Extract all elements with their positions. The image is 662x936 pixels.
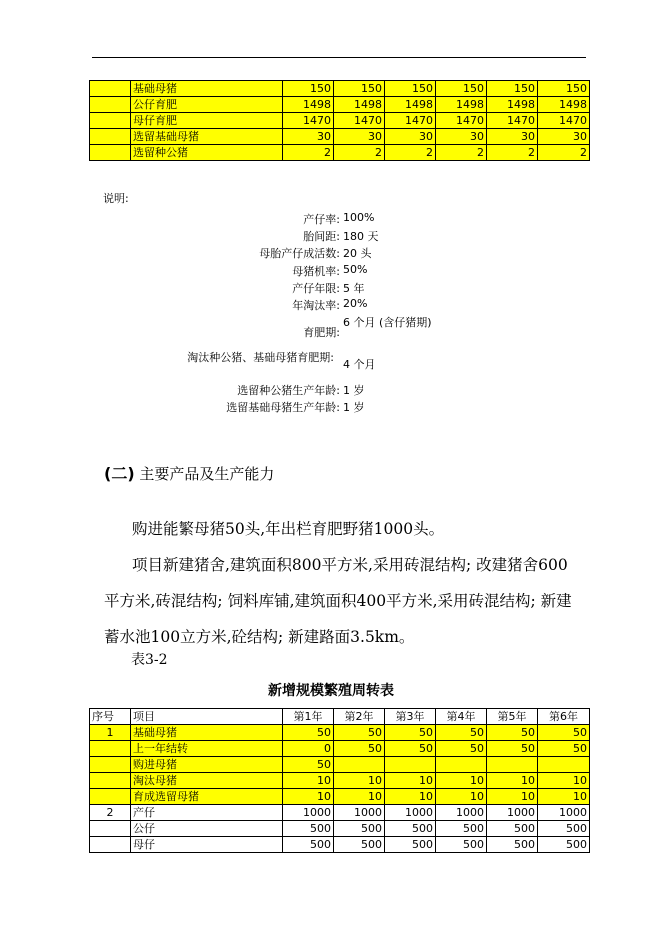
value-cell: 1000 [538,805,590,821]
value-cell: 1000 [334,805,385,821]
value-cell: 500 [334,821,385,837]
notes-label: 说明: [103,192,129,205]
row-label: 育成选留母猪 [131,789,283,805]
note-value: 5 年 [343,282,365,295]
section-title: 主要产品及生产能力 [139,465,275,483]
value-cell: 500 [436,837,487,853]
column-header: 第3年 [385,709,436,725]
value-cell: 1498 [436,97,487,113]
table-row [90,805,590,821]
value-cell: 10 [334,773,385,789]
value-cell: 30 [538,129,590,145]
row-label: 母仔育肥 [131,113,283,129]
note-key: 年淘汰率: [292,299,340,312]
row-label: 基础母猪 [131,81,283,97]
value-cell: 10 [283,789,334,805]
value-cell: 2 [436,145,487,161]
note-value: 1 岁 [343,384,365,397]
value-cell: 2 [283,145,334,161]
row-number [90,757,131,773]
row-label: 选留基础母猪 [131,129,283,145]
note-value: 50% [343,263,368,276]
note-key: 母胎产仔成活数: [259,247,340,260]
value-cell: 1000 [283,805,334,821]
value-cell: 30 [436,129,487,145]
value-cell: 10 [334,789,385,805]
column-header: 第5年 [487,709,538,725]
value-cell: 10 [385,773,436,789]
table-header-row [90,709,590,725]
row-label: 淘汰母猪 [131,773,283,789]
value-cell: 150 [385,81,436,97]
table-title: 新增规模繁殖周转表 [268,683,394,699]
value-cell: 500 [538,837,590,853]
note-value: 100% [343,211,375,224]
column-header: 第1年 [283,709,334,725]
note-value: 20% [343,297,368,310]
value-cell: 1470 [283,113,334,129]
table-row [90,821,590,837]
table-row [90,757,590,773]
value-cell: 1498 [283,97,334,113]
value-cell: 1498 [487,97,538,113]
row-label: 选留种公猪 [131,145,283,161]
value-cell: 50 [436,741,487,757]
value-cell: 10 [487,789,538,805]
note-value: 180 天 [343,230,379,243]
value-cell: 500 [385,821,436,837]
table-row [90,837,590,853]
note-key: 母猪机率: [292,265,340,278]
value-cell [538,757,590,773]
body-text [104,511,582,655]
note-key: 育肥期: [303,326,340,339]
table-row [90,789,590,805]
table-row [90,741,590,757]
value-cell: 50 [385,741,436,757]
production-table [89,80,590,161]
row-number: 1 [90,725,131,741]
value-cell: 500 [436,821,487,837]
note-key: 产仔率: [303,213,340,226]
turnover-table [89,708,590,853]
value-cell: 0 [283,741,334,757]
value-cell: 30 [334,129,385,145]
row-label: 公仔育肥 [131,97,283,113]
value-cell: 150 [538,81,590,97]
value-cell [385,757,436,773]
table-row [90,773,590,789]
column-header: 第4年 [436,709,487,725]
note-key: 产仔年限: [292,282,340,295]
table-row [90,725,590,741]
paragraph: 购进能繁母猪50头,年出栏育肥野猪1000头。 [132,520,445,538]
value-cell: 150 [283,81,334,97]
value-cell: 150 [334,81,385,97]
note-key: 选留种公猪生产年龄: [237,384,340,397]
note-value: 20 头 [343,247,372,260]
table-row [90,129,590,145]
value-cell: 50 [538,741,590,757]
row-label: 上一年结转 [131,741,283,757]
column-header: 序号 [90,709,131,725]
value-cell: 10 [487,773,538,789]
value-cell: 30 [283,129,334,145]
row-number: 2 [90,805,131,821]
value-cell: 50 [385,725,436,741]
column-header: 第2年 [334,709,385,725]
note-value: 4 个月 [343,358,376,371]
row-index-cell [90,113,131,129]
value-cell: 10 [283,773,334,789]
note-key: 选留基础母猪生产年龄: [226,401,340,414]
value-cell: 1470 [385,113,436,129]
value-cell: 500 [538,821,590,837]
value-cell: 1470 [487,113,538,129]
value-cell: 2 [538,145,590,161]
value-cell: 50 [283,725,334,741]
row-label: 母仔 [131,837,283,853]
value-cell: 30 [487,129,538,145]
value-cell [487,757,538,773]
value-cell: 50 [487,725,538,741]
value-cell: 10 [436,773,487,789]
row-number [90,789,131,805]
value-cell: 1470 [334,113,385,129]
value-cell: 50 [538,725,590,741]
row-number [90,773,131,789]
row-index-cell [90,145,131,161]
header-rule [92,57,586,58]
value-cell: 500 [334,837,385,853]
note-key: 淘汰种公猪、基础母猪育肥期: [187,351,334,364]
row-label: 基础母猪 [131,725,283,741]
row-index-cell [90,129,131,145]
value-cell: 1000 [487,805,538,821]
table-row [90,97,590,113]
value-cell: 1470 [436,113,487,129]
table-row [90,113,590,129]
value-cell: 500 [283,837,334,853]
value-cell: 1498 [334,97,385,113]
value-cell: 2 [385,145,436,161]
value-cell: 2 [334,145,385,161]
value-cell: 500 [487,837,538,853]
value-cell: 500 [283,821,334,837]
value-cell [334,757,385,773]
value-cell: 1000 [385,805,436,821]
row-number [90,837,131,853]
table-row [90,145,590,161]
value-cell: 1000 [436,805,487,821]
value-cell: 10 [436,789,487,805]
value-cell [436,757,487,773]
value-cell: 500 [487,821,538,837]
section-number: (二) [104,464,135,483]
value-cell: 150 [436,81,487,97]
row-label: 公仔 [131,821,283,837]
column-header: 第6年 [538,709,590,725]
value-cell: 50 [436,725,487,741]
note-key: 胎间距: [303,230,340,243]
value-cell: 150 [487,81,538,97]
row-label: 购进母猪 [131,757,283,773]
value-cell: 50 [487,741,538,757]
paragraph: 项目新建猪舍,建筑面积800平方米,采用砖混结构; 改建猪舍600平方米,砖混结构; 饲料库铺,建筑面积400平方米,采用砖混结构; 新建蓄水池100立方米,砼结构; 新建路面3.5km。 [104,556,572,646]
value-cell: 30 [385,129,436,145]
table-row [90,81,590,97]
row-label: 产仔 [131,805,283,821]
value-cell: 1470 [538,113,590,129]
value-cell: 10 [385,789,436,805]
value-cell: 50 [334,725,385,741]
value-cell: 50 [283,757,334,773]
value-cell: 10 [538,789,590,805]
value-cell: 2 [487,145,538,161]
value-cell: 50 [334,741,385,757]
row-index-cell [90,97,131,113]
value-cell: 1498 [538,97,590,113]
value-cell: 500 [385,837,436,853]
row-index-cell [90,81,131,97]
row-number [90,821,131,837]
note-value: 6 个月 (含仔猪期) [343,316,432,329]
value-cell: 10 [538,773,590,789]
section-heading [104,461,274,484]
column-header: 项目 [131,709,283,725]
value-cell: 1498 [385,97,436,113]
note-value: 1 岁 [343,401,365,414]
row-number [90,741,131,757]
table-label: 表3-2 [131,652,168,668]
